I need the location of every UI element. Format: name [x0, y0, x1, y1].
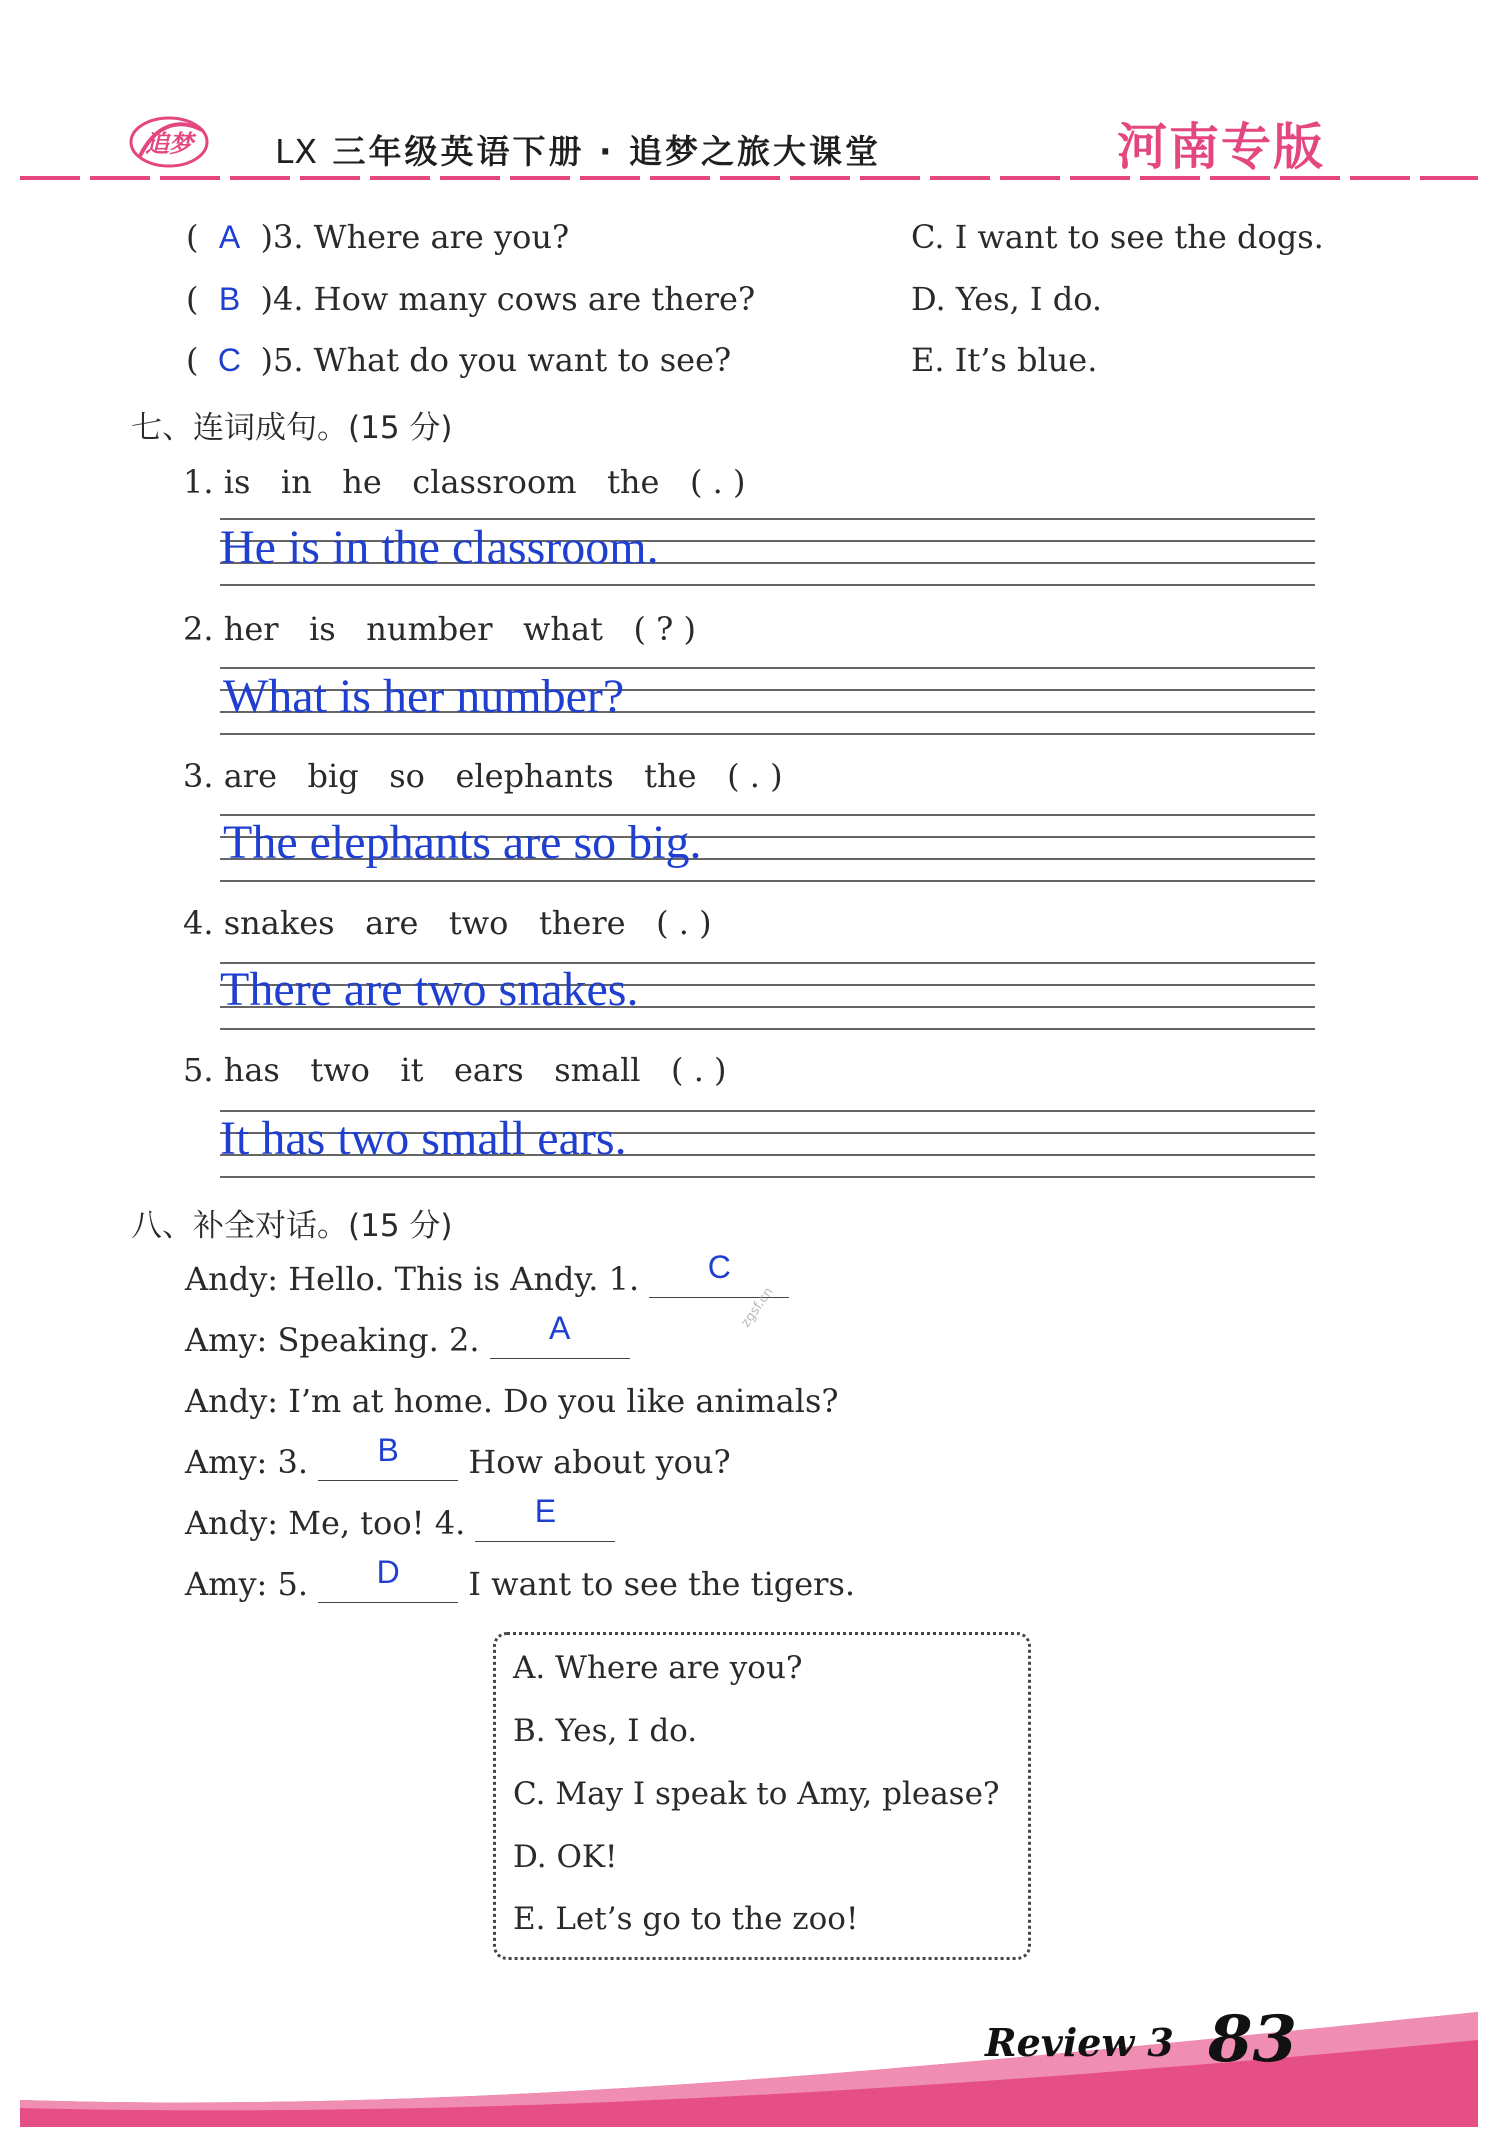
dialogue-line-5: Andy: Me, too! 4. E: [185, 1504, 615, 1542]
dialogue-line-6: Amy: 5. D I want to see the tigers.: [185, 1554, 856, 1603]
answer-sentence-4: There are two snakes.: [220, 963, 639, 1016]
dialogue-option-d: D. OK!: [513, 1839, 618, 1875]
answer-mark: B: [218, 281, 241, 317]
answer-mark: A: [218, 219, 241, 255]
section-7-title: 七、连词成句。(15 分): [131, 410, 453, 446]
option-text: E. It’s blue.: [911, 341, 1098, 379]
answer-blank: D: [318, 1568, 458, 1603]
page-number: 83: [1208, 2002, 1298, 2077]
dialogue-option-c: C. May I speak to Amy, please?: [513, 1776, 1000, 1812]
brand-logo: [128, 112, 210, 172]
section-8-title: 八、补全对话。(15 分): [131, 1208, 453, 1244]
answer-sentence-3: The elephants are so big.: [223, 816, 702, 869]
answer-blank: A: [490, 1324, 630, 1359]
dialogue-option-b: B. Yes, I do.: [513, 1713, 698, 1749]
scramble-prompt-2: 2. her is number what ( ? ): [183, 610, 696, 648]
logo-text: 追梦: [145, 130, 193, 158]
unit-label: Review 3: [985, 2020, 1174, 2065]
matching-item-4: ( B )4. How many cows are there?: [186, 280, 756, 318]
scramble-prompt-3: 3. are big so elephants the ( . ): [183, 757, 783, 795]
answer-sentence-2: What is her number?: [223, 670, 625, 723]
scramble-prompt-1: 1. is in he classroom the ( . ): [183, 463, 746, 501]
matching-item-5: ( C )5. What do you want to see?: [186, 341, 732, 379]
dialogue-line-1: Andy: Hello. This is Andy. 1. C: [185, 1260, 789, 1298]
edition-label: 河南专版: [1117, 118, 1325, 176]
answer-sentence-5: It has two small ears.: [220, 1112, 627, 1165]
dialogue-option-a: A. Where are you?: [513, 1650, 803, 1686]
scramble-prompt-5: 5. has two it ears small ( . ): [183, 1051, 727, 1089]
series-prefix: LX: [275, 132, 318, 171]
option-text: C. I want to see the dogs.: [911, 218, 1324, 256]
dialogue-line-3: Andy: I’m at home. Do you like animals?: [185, 1382, 839, 1420]
question-text: )4. How many cows are there?: [260, 280, 756, 318]
answer-mark: C: [217, 342, 242, 378]
matching-item-3: ( A )3. Where are you?: [186, 218, 570, 256]
dialogue-line-4: Amy: 3. B How about you?: [185, 1432, 731, 1481]
header-divider: [20, 175, 1478, 181]
watermark: zgsf.cn: [738, 1284, 777, 1331]
question-text: )5. What do you want to see?: [260, 341, 732, 379]
option-text: D. Yes, I do.: [911, 280, 1103, 318]
book-title: [275, 126, 881, 173]
question-text: )3. Where are you?: [260, 218, 570, 256]
dialogue-line-2: Amy: Speaking. 2. A: [185, 1321, 630, 1359]
scramble-prompt-4: 4. snakes are two there ( . ): [183, 904, 712, 942]
answer-blank: B: [318, 1446, 458, 1481]
answer-blank: C: [649, 1263, 789, 1298]
answer-blank: E: [475, 1507, 615, 1542]
book-title-text: 三年级英语下册 · 追梦之旅大课堂: [332, 132, 882, 171]
answer-sentence-1: He is in the classroom.: [220, 521, 659, 574]
dialogue-option-e: E. Let’s go to the zoo!: [513, 1901, 859, 1937]
